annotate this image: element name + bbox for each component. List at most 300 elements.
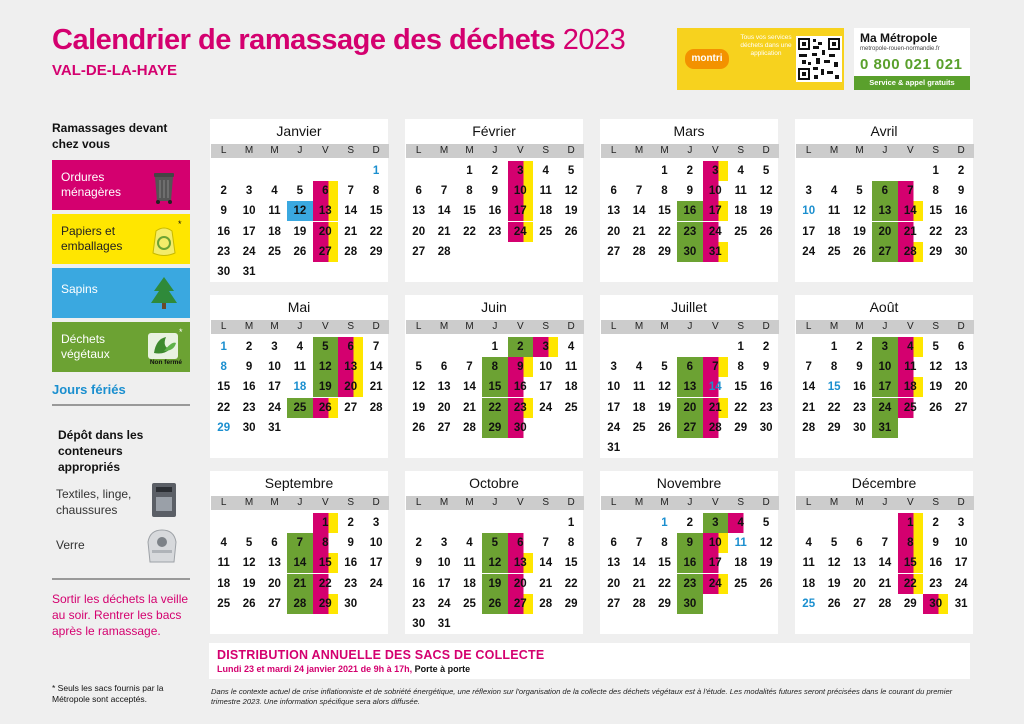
year: 2023: [562, 24, 626, 56]
calendar-day: 3: [805, 185, 812, 198]
calendar-day: 7: [372, 341, 380, 353]
calendar-day: 27: [412, 245, 426, 258]
calendar-day: 26: [313, 398, 338, 418]
calendar-day: 9: [508, 357, 533, 377]
month-name: Décembre: [851, 475, 917, 491]
calendar-day: 29: [734, 421, 748, 434]
calendar-day: 24: [508, 222, 533, 242]
calendar-day: 4: [830, 185, 838, 198]
calendar-day: 29: [482, 418, 507, 438]
calendar-day: 19: [293, 225, 307, 238]
calendar-day: 28: [463, 421, 476, 434]
calendar-day: 18: [463, 577, 476, 590]
calendar-day: 4: [805, 537, 812, 550]
calendar-day: 2: [491, 165, 499, 177]
calendar-day: 2: [957, 165, 965, 177]
calendar-day: 13: [677, 377, 702, 397]
calendar-day: 28: [802, 421, 816, 434]
weekday-header: D: [948, 496, 973, 510]
calendar-day: 20: [313, 222, 338, 242]
weekday-header: L: [406, 320, 431, 334]
weekday-header: S: [533, 320, 558, 334]
svg-text:*: *: [178, 219, 182, 229]
calendar-day: 28: [632, 245, 646, 258]
calendar-day: 26: [759, 577, 773, 590]
qr-code-icon: [796, 36, 842, 82]
weekday-header: S: [728, 496, 753, 510]
calendar-day: 2: [856, 341, 863, 353]
textile-container-icon: [150, 481, 178, 519]
weekday-header: J: [677, 496, 702, 510]
calendar-day: 20: [412, 225, 426, 238]
calendar-day: 13: [437, 381, 451, 394]
calendar-day: 25: [287, 398, 312, 418]
calendar-day: 17: [242, 225, 256, 238]
weekday-header: M: [626, 496, 651, 510]
calendar-day: 15: [827, 381, 841, 394]
calendar-day: 13: [872, 201, 897, 221]
weekday-header: D: [558, 144, 583, 158]
calendar-day: 1: [898, 513, 923, 533]
month-name: Mai: [287, 299, 311, 315]
footnote: * Seuls les sacs fournis par la Métropole sont acceptés.: [52, 683, 164, 704]
calendar-day: 31: [437, 618, 451, 630]
calendar-day: 14: [287, 553, 312, 573]
calendar-day: 19: [564, 205, 578, 218]
calendar-day: 27: [872, 242, 897, 262]
weekday-header: M: [457, 144, 482, 158]
calendar-day: 22: [369, 225, 383, 238]
calendar-day: 3: [703, 513, 728, 533]
weekday-header: L: [211, 320, 236, 334]
calendar-day: 20: [437, 401, 451, 414]
calendar-day: 24: [437, 597, 451, 610]
calendar-day: 19: [929, 381, 943, 394]
calendar-day: 31: [703, 242, 728, 262]
calendar-day: 18: [564, 381, 578, 394]
weekday-header: S: [338, 320, 363, 334]
calendar-day: 15: [313, 553, 338, 573]
page-title: Calendrier de ramassage des déchets 2023: [52, 24, 626, 56]
metropole-contact[interactable]: [854, 28, 970, 90]
calendar-day: 26: [658, 421, 671, 434]
legend-label: Déchets végétaux: [61, 332, 110, 361]
calendar-day: 16: [954, 205, 968, 218]
calendar-day: 13: [954, 361, 968, 374]
calendar-day: 8: [932, 185, 939, 198]
weekday-header: J: [677, 320, 702, 334]
calendar-day: 6: [440, 361, 448, 374]
weekday-header: S: [923, 320, 948, 334]
calendar-day: 7: [466, 361, 473, 374]
calendar-day: 20: [677, 398, 702, 418]
calendar-day: 9: [677, 533, 702, 553]
calendar-day: 30: [853, 421, 866, 434]
calendar-day: 14: [344, 205, 358, 218]
calendar-day: 22: [313, 574, 338, 594]
calendar-day: 1: [661, 165, 668, 177]
calendar-day: 22: [482, 398, 507, 418]
calendar-day: 9: [957, 185, 965, 198]
calendar-day: 3: [372, 517, 380, 529]
weekday-header: V: [313, 496, 338, 510]
calendar-day: 30: [242, 421, 256, 434]
calendar-day: 27: [607, 597, 621, 610]
bin-icon: [144, 165, 184, 205]
weekday-header: M: [821, 144, 846, 158]
calendar-day: 26: [853, 245, 866, 258]
weekday-header: J: [482, 144, 507, 158]
calendar-day: 9: [932, 537, 939, 550]
weekday-header: M: [626, 320, 651, 334]
calendar-day: 19: [759, 557, 773, 570]
calendar-day: 15: [734, 381, 748, 394]
calendar-day: 12: [482, 553, 507, 573]
calendar-day: 23: [508, 398, 533, 418]
calendar-day: 20: [954, 381, 968, 394]
calendar-day: 28: [878, 597, 892, 610]
calendar-day: 25: [539, 225, 553, 238]
calendar-day: 5: [762, 517, 770, 529]
tree-icon: [144, 273, 184, 313]
weekday-header: S: [338, 496, 363, 510]
montri-banner[interactable]: [677, 28, 844, 90]
calendar-day: 5: [762, 165, 770, 177]
calendar-day: 15: [217, 381, 231, 394]
calendar-day: 25: [463, 597, 476, 610]
calendar-day: 18: [217, 577, 231, 590]
calendar-day: 31: [242, 266, 256, 278]
calendar-day: 24: [268, 401, 281, 414]
calendar-day: 28: [344, 245, 358, 258]
calendar-day: 19: [827, 577, 841, 590]
calendar-day: 1: [661, 517, 668, 529]
calendar-day: 17: [954, 557, 968, 570]
calendar-day: 9: [415, 557, 422, 570]
calendar-day: 8: [567, 537, 575, 550]
calendar-day: 26: [412, 421, 426, 434]
weekday-header: S: [533, 496, 558, 510]
calendar-day: 8: [830, 361, 838, 374]
legend-label: Sapins: [61, 282, 98, 296]
calendar-day: 21: [437, 225, 451, 238]
calendar-day: 14: [632, 205, 646, 218]
calendar-day: 30: [923, 594, 948, 614]
calendar-day: 28: [369, 401, 383, 414]
calendar-day: 23: [759, 401, 773, 414]
calendar-day: 14: [437, 205, 451, 218]
calendar-day: 11: [734, 537, 747, 550]
calendar-day: 5: [661, 361, 668, 374]
calendar-day: 23: [344, 577, 358, 590]
calendar-day: 20: [872, 222, 897, 242]
calendar-day: 5: [415, 361, 422, 374]
calendar-day: 20: [268, 577, 281, 590]
calendar-day: 11: [463, 557, 476, 570]
calendar-day: 13: [268, 557, 281, 570]
calendar-day: 1: [220, 341, 227, 353]
calendar-day: 17: [872, 377, 897, 397]
calendar-day: 24: [872, 398, 897, 418]
month-name: Octobre: [469, 475, 519, 491]
calendar-day: 13: [607, 557, 621, 570]
calendar-day: 6: [271, 537, 278, 550]
calendar-day: 14: [632, 557, 646, 570]
calendar-day: 16: [217, 225, 231, 238]
calendar-day: 27: [677, 418, 702, 438]
depot-verre: Verre: [56, 538, 85, 552]
calendar-day: 21: [703, 398, 728, 418]
calendar-day: 11: [217, 557, 230, 570]
calendar-day: 3: [872, 337, 897, 357]
weekday-header: D: [363, 496, 388, 510]
calendar-day: 6: [508, 533, 533, 553]
calendar-day: 1: [491, 341, 499, 353]
calendar-day: 22: [463, 225, 476, 238]
calendar-day: 16: [412, 577, 426, 590]
month-11: [600, 471, 778, 634]
calendar-day: 27: [607, 245, 621, 258]
calendar-day: 26: [827, 597, 841, 610]
calendar-day: 18: [802, 577, 816, 590]
calendar-day: 12: [313, 357, 338, 377]
calendar-day: 14: [703, 377, 728, 397]
calendar-day: 23: [929, 577, 943, 590]
metropole-url[interactable]: metropole-rouen-normandie.fr: [860, 46, 940, 52]
calendar-day: 11: [565, 361, 578, 374]
calendar-day: 12: [929, 361, 943, 374]
calendar-day: 29: [658, 245, 671, 258]
calendar-day: 25: [827, 245, 841, 258]
calendar-day: 16: [242, 381, 256, 394]
calendar-day: 18: [632, 401, 646, 414]
calendar-day: 11: [539, 185, 552, 198]
calendar-day: 9: [245, 361, 253, 374]
calendar-day: 21: [632, 577, 646, 590]
calendar-day: 31: [872, 418, 897, 438]
calendar-day: 7: [881, 537, 889, 550]
calendar-day: 25: [734, 225, 748, 238]
calendar-day: 21: [632, 225, 646, 238]
calendar-day: 29: [217, 421, 231, 434]
calendar-day: 17: [369, 557, 383, 570]
calendar-day: 10: [242, 205, 256, 218]
calendar-day: 6: [957, 341, 965, 353]
weekday-header: M: [236, 320, 261, 334]
calendar-day: 4: [635, 361, 643, 374]
weekday-header: M: [626, 144, 651, 158]
weekday-header: V: [313, 320, 338, 334]
legend-label: Ordures ménagères: [61, 170, 122, 199]
calendar-day: 17: [437, 577, 451, 590]
calendar-day: 8: [661, 537, 668, 550]
depot-heading: Dépôt dans les conteneurs appropriés: [58, 428, 144, 474]
calendar-day: 25: [632, 421, 646, 434]
calendar-day: 14: [463, 381, 476, 394]
weekday-header: M: [652, 144, 677, 158]
calendar-day: 13: [853, 557, 866, 570]
calendar-day: 10: [539, 361, 553, 374]
calendar-day: 22: [898, 574, 923, 594]
green-waste-badge: Non fermé: [149, 359, 182, 366]
calendar-day: 12: [242, 557, 256, 570]
calendar-day: 3: [440, 537, 448, 550]
weekday-header: M: [847, 144, 872, 158]
calendar-day: 12: [853, 205, 866, 218]
calendar-day: 14: [369, 361, 383, 374]
weekday-header: M: [431, 320, 456, 334]
month-name: Mars: [673, 123, 705, 139]
calendar-day: 26: [293, 245, 307, 258]
glass-container-icon: [142, 526, 182, 566]
calendar-day: 11: [734, 185, 747, 198]
calendar-day: 19: [313, 377, 338, 397]
legend-vegetaux: [52, 322, 190, 372]
weekday-header: J: [482, 320, 507, 334]
calendar-day: 24: [607, 421, 621, 434]
calendar-day: 11: [828, 205, 841, 218]
calendar-day: 7: [635, 537, 643, 550]
calendar-day: 18: [734, 557, 748, 570]
calendar-day: 18: [734, 205, 748, 218]
calendar-day: 7: [440, 185, 448, 198]
calendar-day: 11: [268, 205, 281, 218]
weekday-header: L: [796, 320, 821, 334]
calendar-day: 14: [878, 557, 892, 570]
weekday-header: V: [703, 320, 728, 334]
calendar-day: 29: [564, 597, 578, 610]
calendar-day: 16: [759, 381, 773, 394]
calendar-day: 6: [313, 181, 338, 201]
calendar-day: 13: [508, 553, 533, 573]
calendar-day: 2: [932, 517, 939, 529]
calendar-day: 10: [508, 181, 533, 201]
calendar-day: 20: [607, 577, 621, 590]
calendar-day: 17: [268, 381, 281, 394]
calendar-day: 6: [856, 537, 863, 550]
calendar-day: 9: [686, 185, 694, 198]
weekday-header: M: [847, 496, 872, 510]
calendar-day: 23: [488, 225, 502, 238]
weekday-header: M: [431, 144, 456, 158]
calendar-day: 20: [853, 577, 866, 590]
calendar-day: 4: [466, 537, 473, 550]
calendar-day: 15: [482, 377, 507, 397]
calendar-day: 16: [488, 205, 502, 218]
weekday-header: S: [728, 144, 753, 158]
calendar-day: 23: [853, 401, 866, 414]
calendar-day: 2: [220, 185, 227, 198]
month-12: [795, 471, 973, 634]
calendar-day: 9: [220, 205, 227, 218]
calendar-day: 7: [635, 185, 643, 198]
calendar-day: 17: [508, 201, 533, 221]
weekday-header: D: [363, 144, 388, 158]
calendar-day: 10: [954, 537, 968, 550]
calendar-day: 22: [734, 401, 748, 414]
calendar-day: 31: [954, 597, 968, 610]
calendar-day: 2: [686, 517, 694, 529]
pickup-heading: Ramassages devant chez vous: [52, 121, 168, 151]
calendar-day: 30: [508, 418, 533, 438]
metropole-name: Ma Métropole: [860, 31, 938, 45]
calendar-day: 18: [293, 381, 307, 394]
month-name: Février: [472, 123, 516, 139]
calendar-day: 2: [686, 165, 694, 177]
calendar-day: 21: [463, 401, 476, 414]
calendar-day: 16: [508, 377, 533, 397]
weekday-header: J: [482, 496, 507, 510]
calendar-day: 26: [759, 225, 773, 238]
calendar-day: 9: [347, 537, 354, 550]
calendar-day: 29: [903, 597, 917, 610]
calendar-day: 21: [539, 577, 553, 590]
calendar-day: 15: [898, 553, 923, 573]
calendar-day: 17: [703, 553, 728, 573]
calendar-day: 2: [415, 537, 422, 550]
weekday-header: L: [406, 144, 431, 158]
calendar-day: 22: [564, 577, 578, 590]
calendar-day: 23: [954, 225, 968, 238]
calendar-day: 5: [567, 165, 575, 177]
divider: [52, 578, 190, 580]
month-name: Avril: [870, 123, 898, 139]
calendar-day: 20: [508, 574, 533, 594]
calendar-day: 21: [878, 577, 892, 590]
calendar-day: 2: [508, 337, 533, 357]
weekday-header: D: [753, 144, 778, 158]
metropole-phone[interactable]: 0 800 021 021: [860, 56, 963, 73]
weekday-header: M: [262, 144, 287, 158]
legend-papiers: [52, 214, 190, 264]
calendar-day: 15: [463, 205, 476, 218]
calendar-day: 24: [802, 245, 816, 258]
weekday-header: L: [601, 320, 626, 334]
weekday-header: M: [652, 320, 677, 334]
calendar-day: 26: [564, 225, 578, 238]
calendar-day: 24: [539, 401, 553, 414]
weekday-header: M: [821, 320, 846, 334]
weekday-header: L: [796, 144, 821, 158]
calendar-day: 4: [271, 185, 278, 198]
depot-textiles: Textiles, linge, chaussures: [56, 487, 132, 517]
calendar-day: 24: [369, 577, 383, 590]
calendar-day: 25: [734, 577, 748, 590]
calendar-day: 1: [466, 165, 473, 177]
calendar-day: 16: [677, 201, 702, 221]
calendar-day: 9: [762, 361, 770, 374]
calendar-day: 16: [853, 381, 866, 394]
calendar-day: 30: [412, 618, 426, 630]
calendar-day: 12: [759, 185, 773, 198]
weekday-header: M: [847, 320, 872, 334]
calendar-day: 7: [703, 357, 728, 377]
weekday-header: J: [287, 320, 312, 334]
holidays-label: Jours fériés: [52, 382, 126, 397]
calendar-day: 27: [344, 401, 358, 414]
calendar-day: 1: [567, 517, 575, 529]
calendar-day: 29: [929, 245, 943, 258]
weekday-header: S: [923, 496, 948, 510]
calendar-day: 6: [677, 357, 702, 377]
weekday-header: M: [262, 320, 287, 334]
calendar-day: 19: [853, 225, 866, 238]
calendar-day: 3: [703, 161, 728, 181]
calendar-day: 13: [607, 205, 621, 218]
calendar-day: 26: [482, 594, 507, 614]
calendar-day: 4: [737, 165, 744, 177]
calendar-day: 1: [372, 165, 380, 177]
